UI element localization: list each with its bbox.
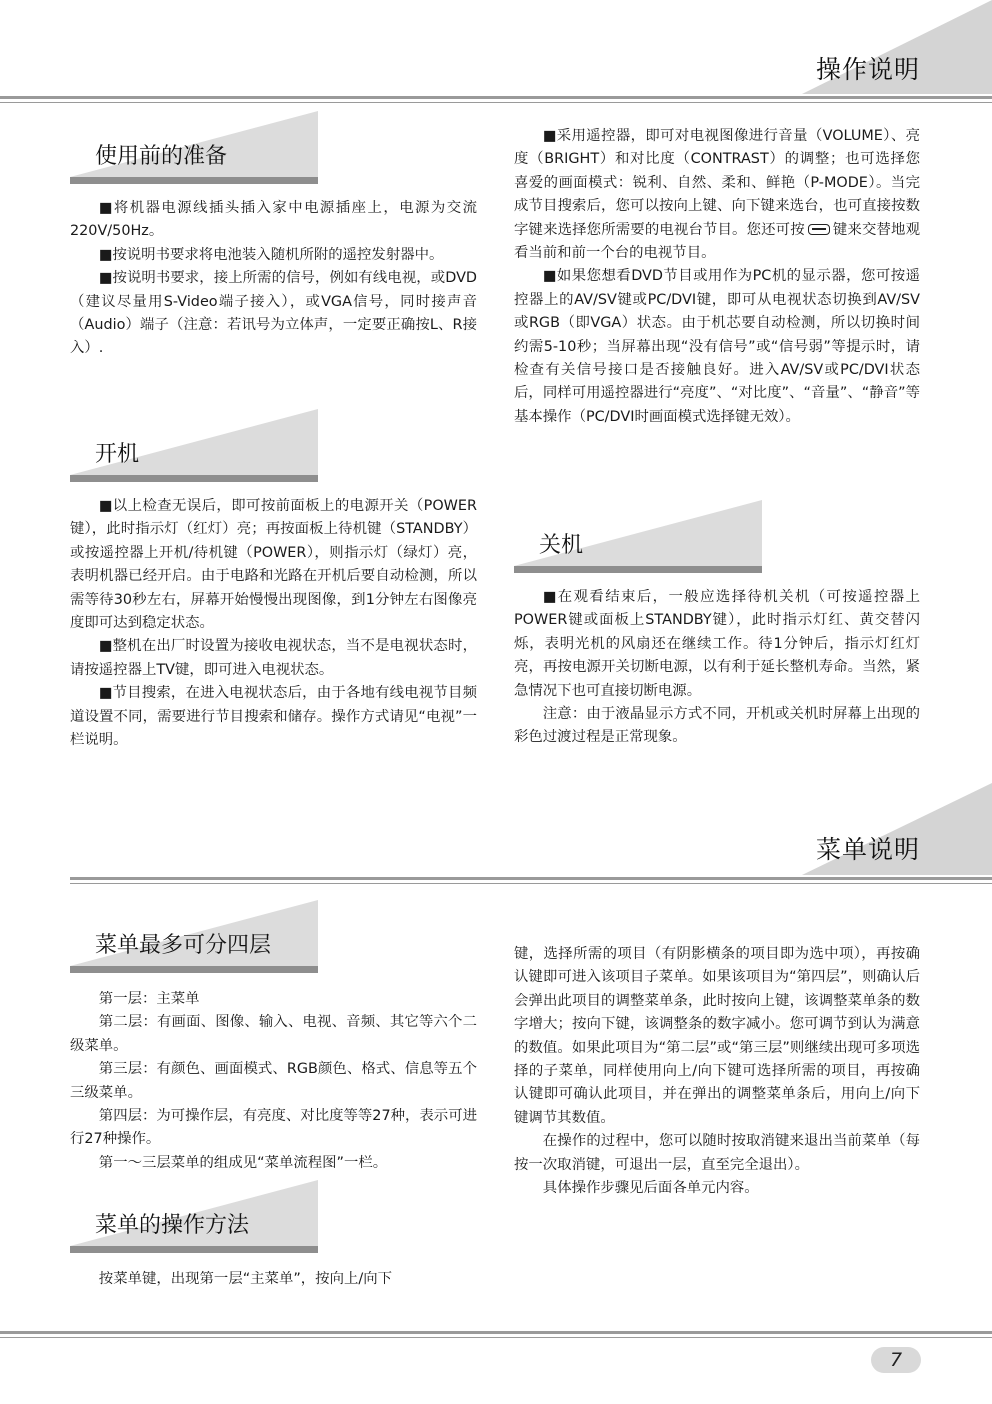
remote-control-text xyxy=(514,125,920,429)
paragraph: 注意：由于液晶显示方式不同，开机或关机时屏幕上出现的彩色过渡过程是正常现象。 xyxy=(514,706,920,746)
paragraph: ■将机器电源线插头插入家中电源插座上，电源为交流220V/50Hz。 xyxy=(70,200,477,240)
section-title: 菜单的操作方法 xyxy=(95,1213,250,1238)
paragraph: 第三层：有颜色、画面模式、RGB颜色、格式、信息等五个三级菜单。 xyxy=(70,1061,477,1101)
paragraph: 第一～三层菜单的组成见“菜单流程图”一栏。 xyxy=(98,1154,388,1171)
section-title: 使用前的准备 xyxy=(95,144,228,169)
divider xyxy=(0,96,992,99)
prep-text xyxy=(70,197,477,361)
paragraph: ■节目搜索，在进入电视状态后，由于各地有线电视节目频道设置不同，需要进行节目搜索和储存。操作方式请见“电视”一栏说明。 xyxy=(70,685,477,749)
paragraph: 按菜单键，出现第一层“主菜单”，按向上/向下 xyxy=(98,1271,392,1287)
paragraph: 第二层：有画面、图像、输入、电视、音频、其它等六个二级菜单。 xyxy=(70,1014,477,1054)
section-title: 开机 xyxy=(95,442,140,467)
paragraph: 第四层：为可操作层，有亮度、对比度等等27种，表示可进行27种操作。 xyxy=(70,1108,477,1148)
paragraph: 具体操作步骤见后面各单元内容。 xyxy=(542,1180,759,1197)
paragraph: ■按说明书要求，接上所需的信号，例如有线电视，或DVD（建议尽量用S-Video端子接入），或VGA信号，同时接声音（Audio）端子（注意：若讯号为立体声，一定要正确按L、R接入）. xyxy=(70,270,477,357)
paragraph: ■采用遥控器，即可对电视图像进行音量（VOLUME）、亮度（BRIGHT）和对比度（CONTRAST）的调整；也可选择您喜爱的画面模式：锐利、自然、柔和、鲜艳（P-MODE）。当完成节目搜索后，您可以按向上键、向下键来选台，也可直接按数字键来选择您所需要的电视台节目。您还可按 键来交替地观看当前和前一个台的电视节目。 xyxy=(514,128,920,262)
power-on-text xyxy=(70,495,477,752)
paragraph: ■整机在出厂时设置为接收电视状态，当不是电视状态时，请按遥控器上TV键，即可进入电视状态。 xyxy=(70,638,477,678)
paragraph: ■以上检查无误后，即可按前面板上的电源开关（POWER键），此时指示灯（红灯）亮；再按面板上待机键（STANDBY）或按遥控器上开机/待机键（POWER），则指示灯（绿灯）亮，表明机器已经开启。由于电路和光路在开机后要自动检测，所以需等待30秒左右，屏幕开始慢慢出现图像，到1分钟左右图像亮度即可达到稳定状态。 xyxy=(70,498,477,632)
menu-ops-continued-text xyxy=(514,943,920,1200)
menu-layers-text xyxy=(70,988,477,1175)
power-off-text xyxy=(514,586,920,750)
paragraph: ■按说明书要求将电池装入随机所附的遥控发射器中。 xyxy=(98,246,444,263)
divider xyxy=(0,102,992,103)
paragraph: 第一层：主菜单 xyxy=(98,991,200,1007)
page-number: 7 xyxy=(871,1347,921,1373)
footer-divider xyxy=(0,1331,992,1334)
divider xyxy=(70,883,992,884)
menu-ops-text xyxy=(70,1268,477,1291)
paragraph: ■在观看结束后，一般应选择待机关机（可按遥控器上POWER键或面板上STANDBY键），此时指示灯红、黄交替闪烁，表明光机的风扇还在继续工作。待1分钟后，指示灯红灯亮，再按电源开关切断电源，以有利于延长整机寿命。当然，紧急情况下也可直接切断电源。 xyxy=(514,589,920,699)
recall-key-icon xyxy=(808,224,830,235)
band-title-menu: 菜单说明 xyxy=(815,835,920,864)
band-title-operation: 操作说明 xyxy=(815,55,920,84)
divider xyxy=(70,877,992,880)
section-title: 关机 xyxy=(539,533,584,558)
paragraph: ■如果您想看DVD节目或用作为PC机的显示器，您可按遥控器上的AV/SV键或PC/DVI键，即可从电视状态切换到AV/SV或RGB（即VGA）状态。由于机芯要自动检测，所以切换时间约需5-10秒；当屏幕出现“没有信号”或“信号弱”等提示时，请检查有关信号接口是否接触良好。进入AV/SV或PC/DVI状态后，同样可用遥控器进行“亮度”、“对比度”、“音量”、“静音”等基本操作（PC/DVI时画面模式选择键无效）。 xyxy=(514,268,920,425)
paragraph: 键，选择所需的项目（有阴影横条的项目即为选中项），再按确认键即可进入该项目子菜单。如果该项目为“第四层”，则确认后会弹出此项目的调整菜单条，此时按向上键，该调整菜单条的数字增大；按向下键，该调整条的数字减小。您可调节到认为满意的数值。如果此项目为“第二层”或“第三层”则继续出现可多项选择的子菜单，同样使用向上/向下键可选择所需的项目，再按确认键即可确认此项目，并在弹出的调整菜单条后，用向上/向下键调节其数值。 xyxy=(514,946,920,1126)
footer-divider xyxy=(0,1337,992,1338)
section-title: 菜单最多可分四层 xyxy=(95,933,272,958)
paragraph: 在操作的过程中，您可以随时按取消键来退出当前菜单（每按一次取消键，可退出一层，直至完全退出）。 xyxy=(514,1133,920,1173)
